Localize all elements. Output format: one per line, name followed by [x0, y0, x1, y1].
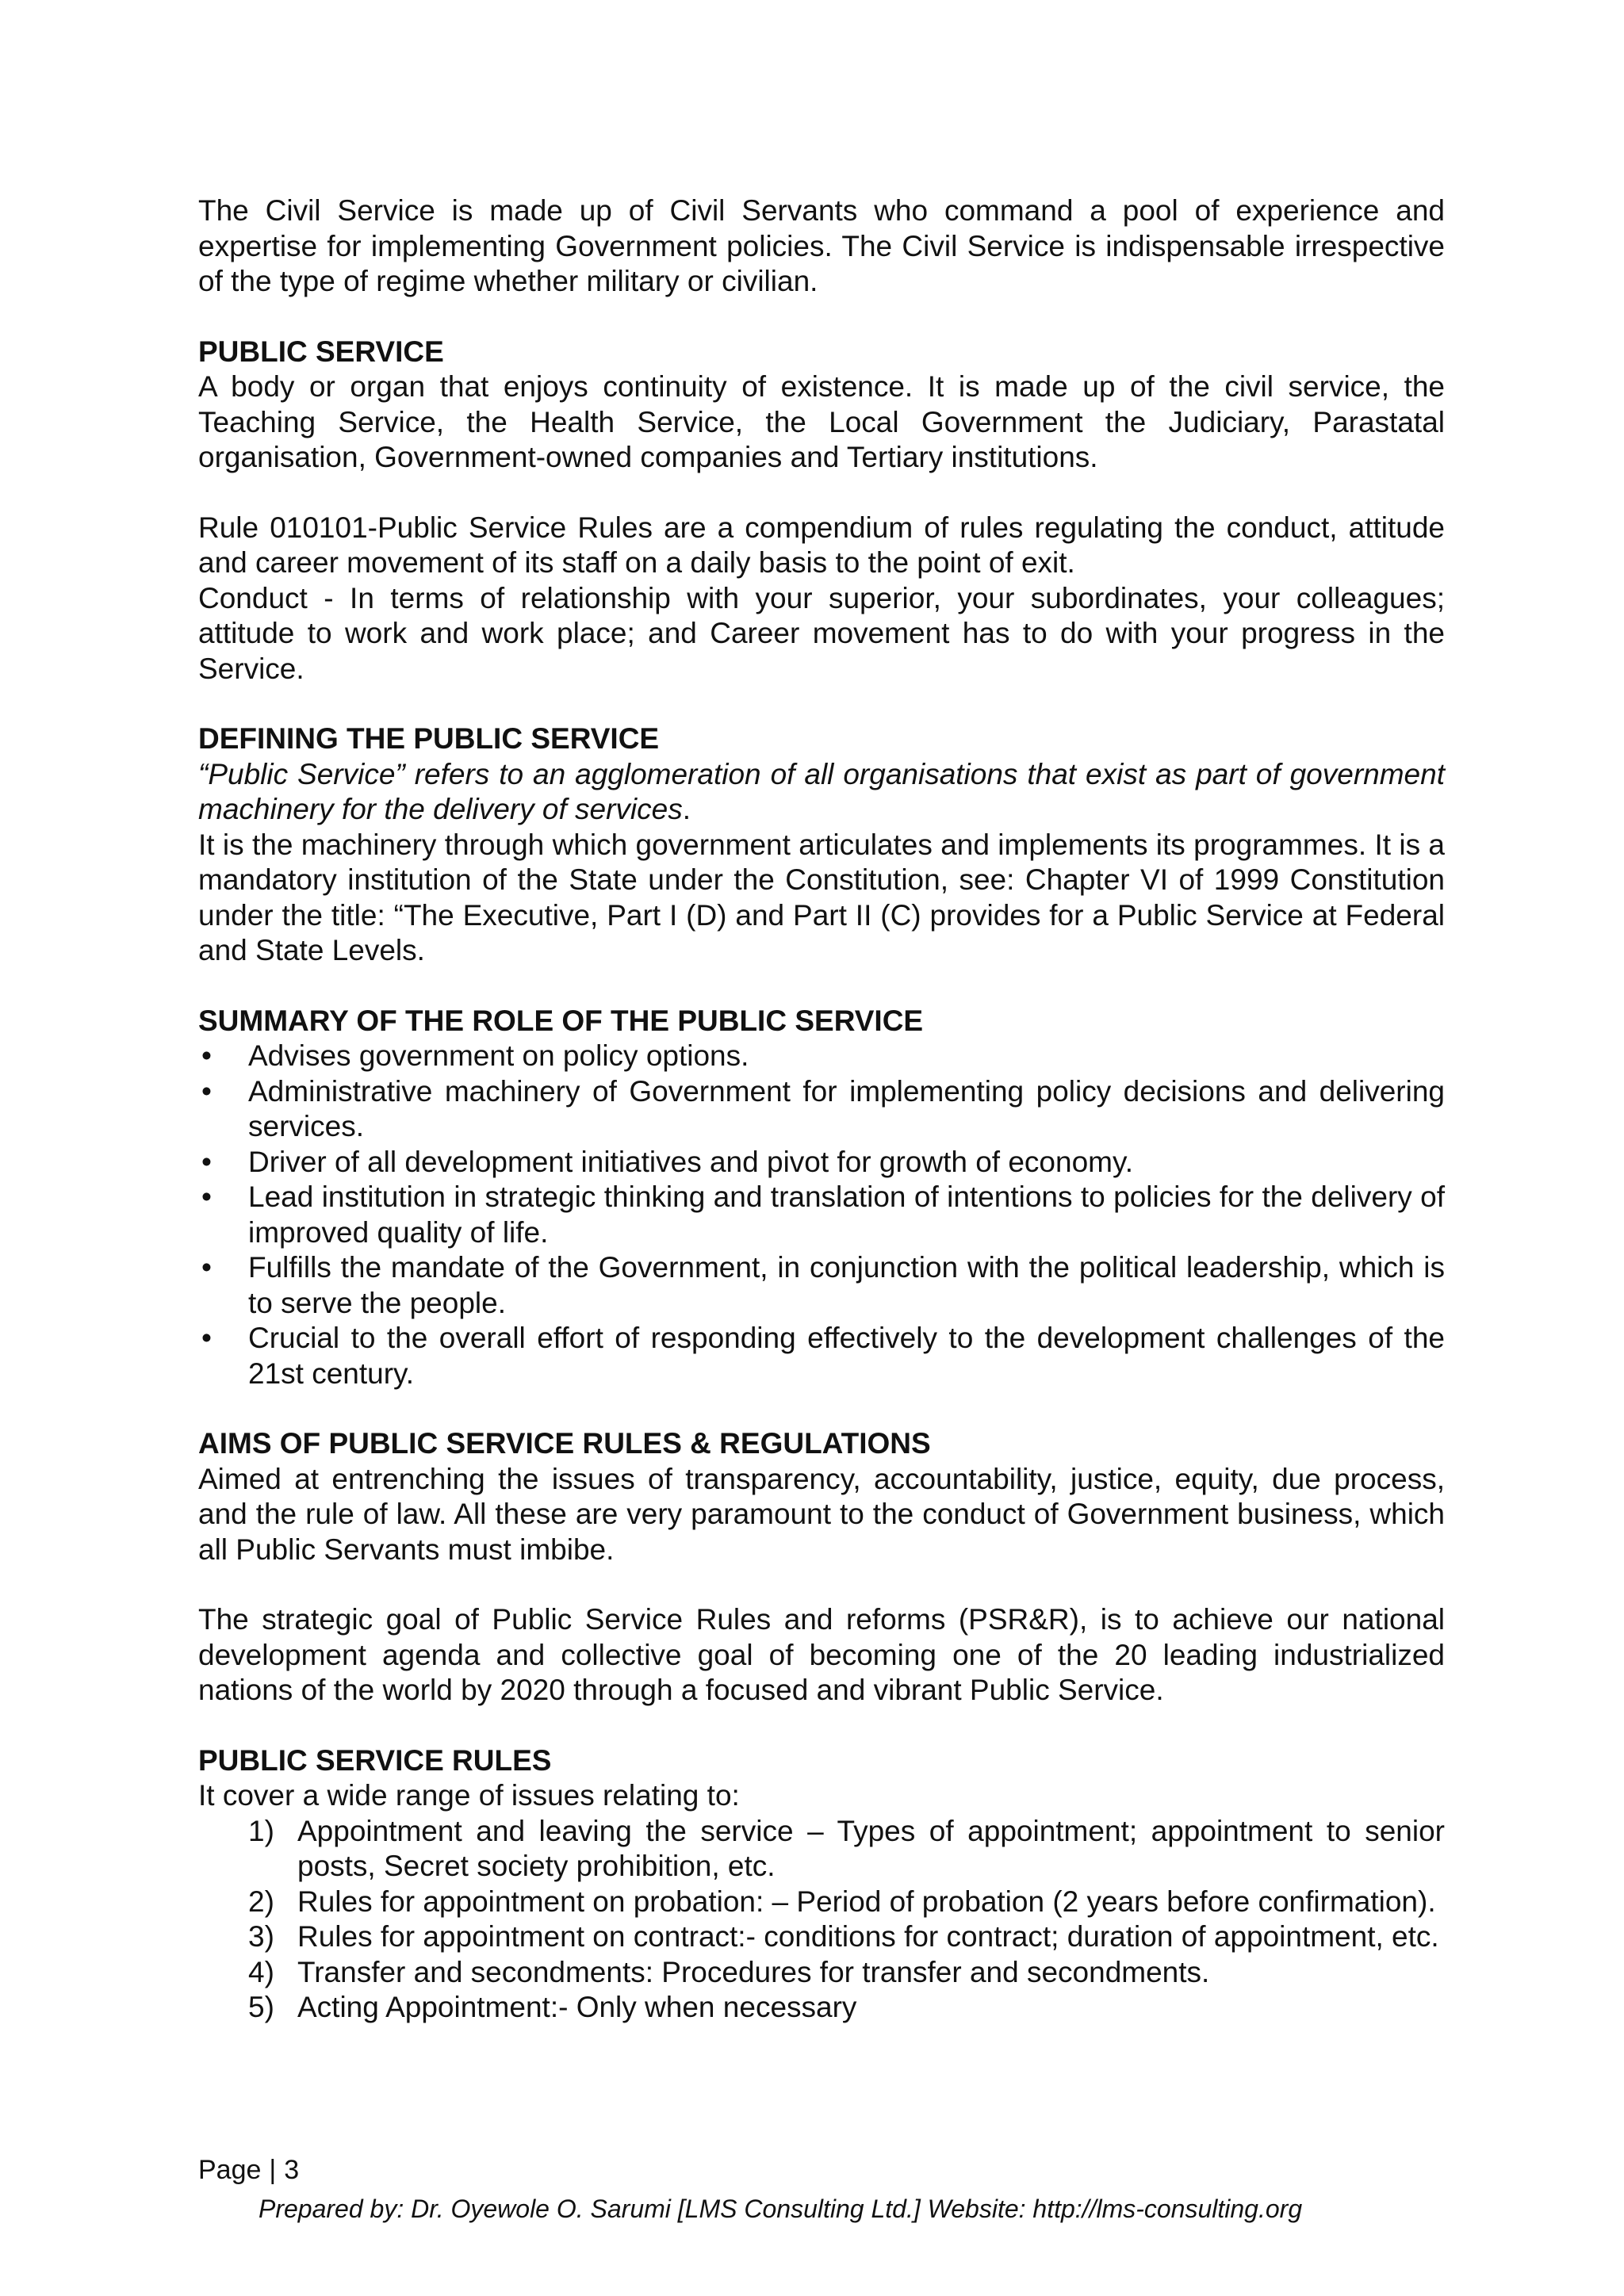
- public-service-definition: A body or organ that enjoys continuity of existence. It is made up of the civil service, the Teaching Service, the Health Service, the Local Government the Judiciary, Parastatal organisation, Government-owned companies and Tertiary institutions.: [198, 370, 1445, 473]
- spacer: [198, 687, 1445, 721]
- list-item: [198, 1919, 1445, 1955]
- list-item: [198, 1990, 1445, 2026]
- aims-paragraph: Aimed at entrenching the issues of transparency, accountability, justice, equity, due process, and the rule of law. All these are very paramount to the conduct of Government business, which all Public Servants must imbibe.: [198, 1462, 1445, 1566]
- list-item-text: Driver of all development initiatives and pivot for growth of economy.: [248, 1145, 1134, 1178]
- summary-list: [198, 1039, 1445, 1391]
- summary-heading: SUMMARY OF THE ROLE OF THE PUBLIC SERVICE: [198, 1004, 924, 1037]
- list-item: [198, 1180, 1445, 1250]
- list-item: [198, 1145, 1445, 1181]
- list-item: [198, 1039, 1445, 1074]
- defining-heading: DEFINING THE PUBLIC SERVICE: [198, 722, 660, 755]
- list-item: [198, 1074, 1445, 1145]
- list-item: [198, 1955, 1445, 1991]
- italic-definition: “Public Service” refers to an agglomeration of all organisations that exist as part of government machinery for the delivery of services: [198, 757, 1445, 825]
- spacer: [198, 1391, 1445, 1426]
- list-item-text: Lead institution in strategic thinking and translation of intentions to policies for the delivery of improved quality of life.: [248, 1181, 1445, 1249]
- list-item-text: Acting Appointment:- Only when necessary: [297, 1991, 857, 2023]
- prepared-by-footer: Prepared by: Dr. Oyewole O. Sarumi [LMS Consulting Ltd.] Website: http://lms-consulting.org: [259, 2195, 1303, 2223]
- strategic-goal-paragraph: The strategic goal of Public Service Rules and reforms (PSR&R), is to achieve our national development agenda and collective goal of becoming one of the 20 leading industrialized nations of the world by 2020 through a focused and vibrant Public Service.: [198, 1603, 1445, 1706]
- list-item-text: Advises government on policy options.: [248, 1039, 749, 1072]
- page-number: 3: [284, 2155, 300, 2185]
- bullet-icon: •: [201, 1074, 212, 1108]
- rules-list: [198, 1814, 1445, 2026]
- civil-service-paragraph: The Civil Service is made up of Civil Servants who command a pool of experience and expertise for implementing Government policies. The Civil Service is indispensable irrespective of the type of regime whether military or civilian.: [198, 194, 1445, 297]
- spacer: [198, 300, 1445, 335]
- spacer: [198, 476, 1445, 511]
- list-item-text: Crucial to the overall effort of responding effectively to the development challenges of the 21st century.: [248, 1322, 1445, 1390]
- page-number-footer: [198, 2155, 299, 2186]
- list-item-number: 4): [248, 1955, 274, 1988]
- rules-heading: PUBLIC SERVICE RULES: [198, 1743, 552, 1777]
- list-item: [198, 1321, 1445, 1391]
- bullet-icon: •: [201, 1322, 212, 1354]
- list-item-number: 5): [248, 1991, 274, 2023]
- page-label: Page: [198, 2155, 262, 2185]
- list-item: [198, 1250, 1445, 1321]
- spacer: [198, 1709, 1445, 1743]
- list-item-text: Administrative machinery of Government for implementing policy decisions and delivering services.: [248, 1074, 1445, 1142]
- document-page: [198, 193, 1445, 2026]
- list-item-text: Rules for appointment on contract:- conditions for contract; duration of appointment, etc.: [297, 1920, 1439, 1953]
- list-item-text: Appointment and leaving the service – Types of appointment; appointment to senior posts, Secret society prohibition, etc.: [297, 1814, 1445, 1882]
- bullet-icon: •: [201, 1251, 212, 1284]
- spacer: [198, 1567, 1445, 1602]
- list-item: [198, 1814, 1445, 1885]
- definition-period: .: [682, 793, 691, 825]
- list-item-text: Transfer and secondments: Procedures for transfer and secondments.: [297, 1955, 1210, 1988]
- machinery-paragraph: It is the machinery through which government articulates and implements its programmes. It is a mandatory institution of the State under the Constitution, see: Chapter VI of 1999 Constitution under the title: “The Executive, Part I (D) and Part II (C) provides for a Public Service at Federal and State Levels.: [198, 828, 1445, 966]
- spacer: [198, 969, 1445, 1004]
- list-item-number: 3): [248, 1920, 274, 1953]
- list-item-number: 2): [248, 1885, 274, 1918]
- list-item-number: 1): [248, 1814, 274, 1847]
- list-item: [198, 1885, 1445, 1920]
- bullet-icon: •: [201, 1145, 212, 1178]
- rule-010101-paragraph: Rule 010101-Public Service Rules are a compendium of rules regulating the conduct, attitude and career movement of its staff on a daily basis to the point of exit.: [198, 511, 1445, 579]
- list-item-text: Fulfills the mandate of the Government, in conjunction with the political leadership, which is to serve the people.: [248, 1251, 1445, 1319]
- public-service-heading: PUBLIC SERVICE: [198, 335, 444, 368]
- page-separator: |: [269, 2155, 277, 2185]
- rules-intro: It cover a wide range of issues relating to:: [198, 1779, 740, 1812]
- conduct-paragraph: Conduct - In terms of relationship with your superior, your subordinates, your colleagues; attitude to work and work place; and Career movement has to do with your progress in the Service.: [198, 581, 1445, 685]
- list-item-text: Rules for appointment on probation: – Period of probation (2 years before confirmation).: [297, 1885, 1436, 1918]
- defining-italic-paragraph: [198, 757, 1445, 828]
- bullet-icon: •: [201, 1039, 212, 1072]
- aims-heading: AIMS OF PUBLIC SERVICE RULES & REGULATIONS: [198, 1427, 931, 1460]
- bullet-icon: •: [201, 1181, 212, 1213]
